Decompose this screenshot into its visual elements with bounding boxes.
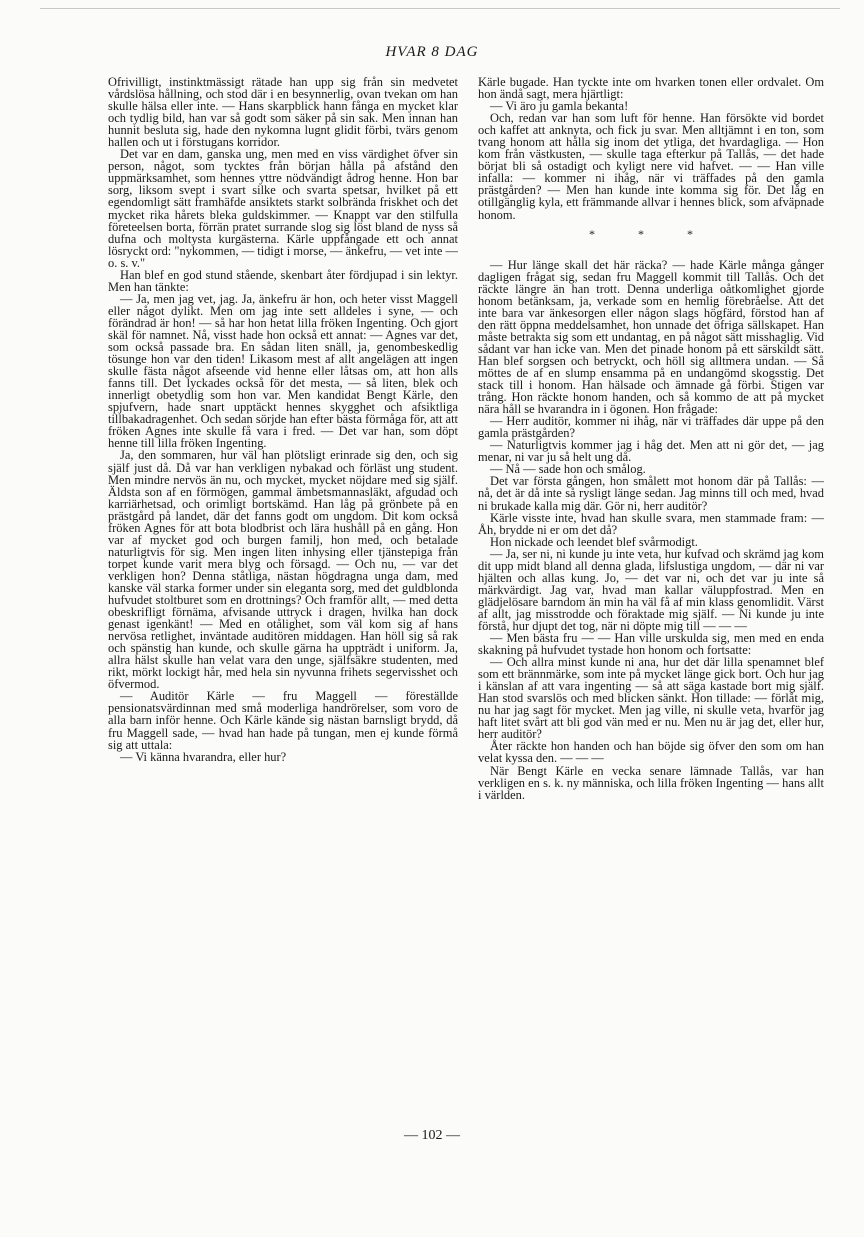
paragraph: Kärle bugade. Han tyckte inte om hvarken tonen eller ordvalet. Om hon ändå sagt, mera hjärtligt: [478,75,824,102]
running-header: HVAR 8 DAG [385,44,479,60]
paragraph: — Vi äro ju gamla bekanta! [490,99,629,114]
paragraph: Åter räckte hon handen och han böjde sig öfver den som om han velat kyssa den. — — — [478,739,824,766]
paragraph: Kärle visste inte, hvad han skulle svara, men stammade fram: — Åh, brydde ni er om det då? [478,510,824,537]
section-break-asterisks: * * * [589,226,713,241]
paragraph: — Ja, ser ni, ni kunde ju inte veta, hur kufvad och skrämd jag kom dit upp midt bland all denna glada, lifslustiga ungdom, — där ni var hjälten och allas kung. Jo, — det var ni, och det var ju inte så märkvärdigt. Jag var, hvad man kallar väluppfostrad. Men en glädjelösare barndom än min ha väl få af min klass genomlidit. Värst af allt, jag misstrodde och föraktade mig själf. — Ni kunde ju inte förstå, hur djupt det tog, när ni döpte mig till — — — [478,546,824,633]
paragraph: Han blef en god stund stående, skenbart åter fördjupad i sin lektyr. Men han tänkte: [108,267,458,294]
right-column [478,76,824,801]
left-column [108,76,458,763]
paragraph: Och, redan var han som luft för henne. Han försökte vid bordet och kaffet att anknyta, och fick ju svar. Men alltjämnt i en ton, som tvang honom att hålla sig inom det ytliga, det hvardagliga. — Hon kom från västkusten, — skulle taga efterkur på Tallås, — det hade börjat bli så ostadigt och kyligt nere vid hafvet. — — Han ville infalla: — kommer ni ihåg, när vi träffades på den gamla prästgården? — Men han kunde inte komma sig för. Det låg en otillgänglig kyla, ett främmande allvar i hennes blick, som afväpnade honom. [478,111,824,222]
paragraph: Hon nickade och leendet blef svårmodigt. [490,534,698,549]
paragraph: — Ja, men jag vet, jag. Ja, änkefru är hon, och heter visst Maggell eller något dylikt. Men om jag inte sett alldeles i syne, — och förändrad är hon! — så har hon hetat lilla fröken Ingenting. Och gjort skäl för namnet. Nå, visst hade hon också ett annat: — Agnes var det, som också passade bra. En sådan liten snäll, ja, genombeskedlig tösunge hon var den tiden! Likasom mest af allt angelägen att ingen skulle fästa något afseende vid henne eller låtsas om, att hon alls fanns till. Det lyckades också för det mesta, — så liten, blek och innerligt obetydlig som hon var. Men kandidat Bengt Kärle, den spjufvern, hade snart upptäckt hennes skygghet och afsiktliga tillbakadragenhet. Och sedan sörjde han efter bästa förmåga för, att att fröken Agnes inte skulle få vara i fred. — Det var han, som döpt henne till lilla fröken Ingenting. [108,291,458,451]
page-number: — 102 — [404,1128,460,1143]
paragraph: — Hur länge skall det här räcka? — hade Kärle många gånger dagligen frågat sig, sedan fru Maggell kommit till Tallås. Och det räckte längre än han trott. Denna underliga oåtkomlighet gjorde honom betänksam, ja, verkade som en hemlig förebråelse. Att det inte bara var änkesorgen eller någon slags högfärd, förstod han af den rätt öppna meddelsamhet, hon unnade det öfriga sällskapet. Han måste betrakta sig som ett undantag, en på något sätt misshaglig. Vid sådant var han icke van. Men det pinade honom på ett särskildt sätt. Han blef sorgsen och betryckt, och höll sig alltmera undan. — Så möttes de af en slump ensamma på en undangömd skogsstig. Det stack till i honom. Han hälsade och ämnade gå förbi. Stigen var trång. Hon räckte honom handen, och så kommo de att på mycket nära håll se hvarandra in i ögonen. Hon frågade: [478,257,824,417]
paragraph: — Herr auditör, kommer ni ihåg, när vi träffades där uppe på den gamla prästgården? [478,414,824,441]
paragraph: — Naturligtvis kommer jag i håg det. Men att ni gör det, — jag menar, ni var ju så helt ung då. [478,438,824,465]
top-rule [40,8,840,9]
paragraph: Ofrivilligt, instinktmässigt rätade han upp sig från sin medvetet vårdslösa hållning, och stod där i en besynnerlig, ovan tvekan om han skulle hälsa eller inte. — Hans skarpblick hann fånga en mycket klar och tydlig bild, han var så godt som säker på sin sak. Men innan han hunnit besluta sig, hade den nykomna lugnt glidit förbi, tvärs genom hallen och ut i förstugans korridor. [108,75,458,150]
paragraph: Det var första gången, hon smålett mot honom där på Tallås: — nå, det är då inte så rysligt länge sedan. Jag minns till och med, hvad ni brukade kalla mig där. Gör ni, herr auditör? [478,474,824,513]
paragraph: — Auditör Kärle — fru Maggell — föreställde pensionatsvärdinnan med små moderliga handrörelser, som voro de alla barn inför henne. Och Kärle kände sig nästan barnsligt brydd, då fru Maggell sade, — hvad han hade på tungan, men ej kunde förmå sig att uttala: [108,689,458,752]
paragraph: Ja, den sommaren, hur väl han plötsligt erinrade sig den, och sig själf just då. Då var han verkligen nybakad och förläst ung student. Men mindre nervös än nu, och mycket, mycket nöjdare med sig själf. Äldsta son af en förmögen, gammal ämbetsmannasläkt, afgudad och karriärhetsad, och orimligt bortskämd. Han låg på grönbete på en prästgård på landet, där det fanns godt om ungdom. Dit kom också fröken Agnes för att bota blodbrist och lära hushåll på en gång. Hon var af mycket god och burgen familj, hon med, och betalade naturligtvis för sig. Men ingen liten inhysing eller tjänstepiga från torpet kunde varit mera blyg och försagd. — Och nu, — var det verkligen hon? Denna ståtliga, nästan högdragna unga dam, med kanske väl starka former under sin eleganta sorg, med det guldblonda hufvudet stoltburet som en drottnings? Och framför allt, — med detta obeskrifligt förnäma, afvisande uttryck i dragen, hvilka han dock genast igenkänt! — Med en otålighet, som väl kom sig af hans nervösa retlighet, inväntade auditören middagen. Han höll sig så rak och spänstig han kunde, och skulle gärna ha uppträdt i uniform. Ja, allra hälst skulle han velat vara den unge, själfsäkre studenten, med rikt, mörkt lockigt hår, med hela sin nyvunna frihets segervisshet och öfvermod. [108,448,458,692]
paragraph: — Nå — sade hon och smålog. [490,462,646,477]
paragraph: Det var en dam, ganska ung, men med en viss värdighet öfver sin person, något, som tycktes från början hålla på afstånd den uppmärksamhet, som hennes yttre nödvändigt ådrog henne. Hon bar sorg, liksom svept i svart silke och svarta spetsar, hvilket på ett egendomligt sätt framhäfde ansiktets starkt solbrända friskhet och det mycket rika hårets bleka guldskimmer. — Knappt var den stilfulla företeelsen borta, förrän pratet surrande slog sig löst bland de nyss så dufna och moltysta kurgästerna. Kärle uppfångade ett och annat lösryckt ord: "nykommen, — tidigt i morse, — änkefru, — vet inte — o. s. v." [108,147,458,270]
paragraph: — Men bästa fru — — Han ville urskulda sig, men med en enda skakning på hufvudet tystade hon honom och fortsatte: [478,631,824,658]
paragraph: När Bengt Kärle en vecka senare lämnade Tallås, var han verkligen en s. k. ny människa, och lilla fröken Ingenting — hans allt i världen. [478,763,824,802]
paragraph: — Vi känna hvarandra, eller hur? [120,749,287,764]
paragraph: — Och allra minst kunde ni ana, hur det där lilla spenamnet blef som ett brännmärke, som inte på mycket länge gick bort. Och hur jag i känslan af att vara ingenting — så att säga kastade bort mig själf. Han stod svarslös och med blicken sänkt. Hon tillade: — förlåt mig, nu har jag sagt för mycket. Men jag ville, ni skulle veta, hvarför jag haft litet svårt att bli god vän med er nu. Men nu är jag det, eller hur, herr auditör? [478,655,824,742]
